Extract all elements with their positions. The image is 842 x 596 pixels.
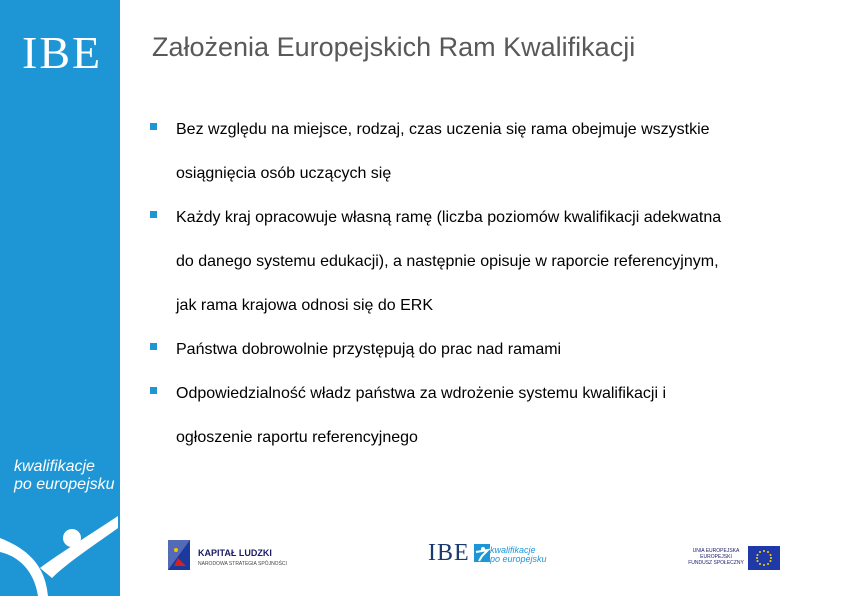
bullet-line: Bez względu na miejsce, rodzaj, czas uczenia się rama obejmuje wszystkie bbox=[176, 121, 710, 138]
jumping-figure-icon bbox=[0, 508, 120, 596]
eu-text-line-3: FUNDUSZ SPOŁECZNY bbox=[688, 560, 744, 566]
tagline-line-1: kwalifikacje bbox=[14, 458, 95, 475]
eu-text-line-2: EUROPEJSKI bbox=[700, 554, 732, 560]
kapital-ludzki-name: KAPITAŁ LUDZKI bbox=[198, 548, 272, 558]
eu-logo bbox=[688, 534, 788, 578]
square-bullet-icon bbox=[150, 343, 157, 350]
bullet-line: do danego systemu edukacji), a następnie opisuje w raporcie referencyjnym, bbox=[176, 253, 719, 270]
bullet-line: osiągnięcia osób uczących się bbox=[176, 165, 392, 182]
eu-flag-icon bbox=[748, 546, 780, 570]
eu-text bbox=[688, 548, 744, 566]
kapital-ludzki-logo bbox=[164, 534, 287, 578]
bullet-line: Odpowiedzialność władz państwa za wdrożenie systemu kwalifikacji i bbox=[176, 385, 666, 402]
bullet-line: Każdy kraj opracowuje własną ramę (liczba poziomów kwalifikacji adekwatna bbox=[176, 209, 722, 226]
square-bullet-icon bbox=[150, 123, 157, 130]
bullet-item bbox=[148, 372, 828, 460]
square-bullet-icon bbox=[150, 387, 157, 394]
sidebar-tagline bbox=[14, 458, 115, 494]
tagline-line-2: po europejsku bbox=[14, 476, 115, 493]
ibe-footer-tagline bbox=[490, 546, 547, 564]
kapital-ludzki-subtitle: NARODOWA STRATEGIA SPÓJNOŚCI bbox=[198, 561, 287, 567]
slide-title: Założenia Europejskich Ram Kwalifikacji bbox=[152, 32, 636, 62]
square-bullet-icon bbox=[150, 211, 157, 218]
kapital-ludzki-emblem-icon bbox=[164, 536, 192, 576]
bullet-item bbox=[148, 108, 828, 196]
bullet-line: ogłoszenie raportu referencyjnego bbox=[176, 429, 418, 446]
bullet-item bbox=[148, 328, 828, 372]
ibe-logo: IBE bbox=[22, 27, 103, 78]
bullet-line: jak rama krajowa odnosi się do ERK bbox=[176, 297, 434, 314]
sidebar bbox=[0, 0, 120, 596]
figure-icon bbox=[474, 544, 490, 562]
ibe-footer-tagline-1: kwalifikacje bbox=[490, 545, 536, 555]
ibe-footer-tagline-2: po europejsku bbox=[490, 554, 547, 564]
ibe-footer-logo bbox=[428, 534, 578, 578]
bullet-line: Państwa dobrowolnie przystępują do prac nad ramami bbox=[176, 341, 562, 358]
bullet-item bbox=[148, 196, 828, 328]
bullet-list bbox=[148, 108, 828, 460]
eu-text-line-1: UNIA EUROPEJSKA bbox=[692, 548, 740, 554]
ibe-footer-name: IBE bbox=[428, 540, 470, 566]
